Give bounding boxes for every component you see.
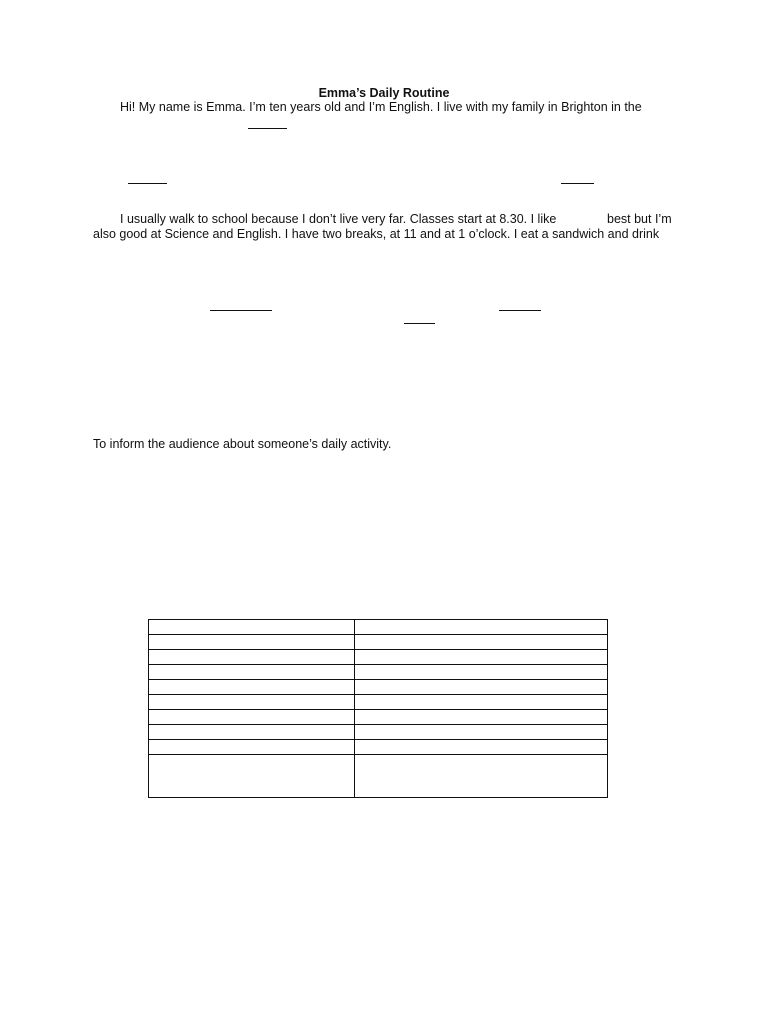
table-row [149,620,608,635]
answer-blank [210,310,272,311]
table-row [149,710,608,725]
table-cell [149,620,355,635]
table-cell [355,635,608,650]
table-cell [355,755,608,798]
table-cell [149,725,355,740]
table-row [149,650,608,665]
paragraph-2-line-2: also good at Science and English. I have two breaks, at 11 and at 1 o’clock. I eat a sandwich and drink [93,227,660,241]
answer-table [148,619,608,798]
purpose-text: To inform the audience about someone’s daily activity. [93,437,392,451]
table-cell [149,680,355,695]
table-cell [149,650,355,665]
table-row [149,725,608,740]
table-cell [355,665,608,680]
table-row [149,740,608,755]
table-cell [355,710,608,725]
table-cell [355,695,608,710]
table-cell [149,710,355,725]
answer-blank [499,310,541,311]
answer-blank [128,183,167,184]
paragraph-2-line-1-end: best but I’m [607,212,672,226]
table-cell [355,680,608,695]
table-cell [355,620,608,635]
table-cell [149,755,355,798]
table-cell [149,665,355,680]
table-row [149,635,608,650]
table-cell [149,740,355,755]
paragraph-1-line-1: Hi! My name is Emma. I’m ten years old and I’m English. I live with my family in Brighton in the [120,100,642,114]
table-row [149,695,608,710]
document-title: Emma’s Daily Routine [318,86,450,100]
table-row [149,665,608,680]
paragraph-2-line-1: I usually walk to school because I don’t live very far. Classes start at 8.30. I like [120,212,557,226]
table-row [149,755,608,798]
answer-blank [561,183,594,184]
table-cell [149,695,355,710]
answer-blank [248,128,287,129]
table-cell [355,740,608,755]
table-cell [355,650,608,665]
table-cell [149,635,355,650]
answer-blank [404,323,435,324]
table-cell [355,725,608,740]
table-row [149,680,608,695]
